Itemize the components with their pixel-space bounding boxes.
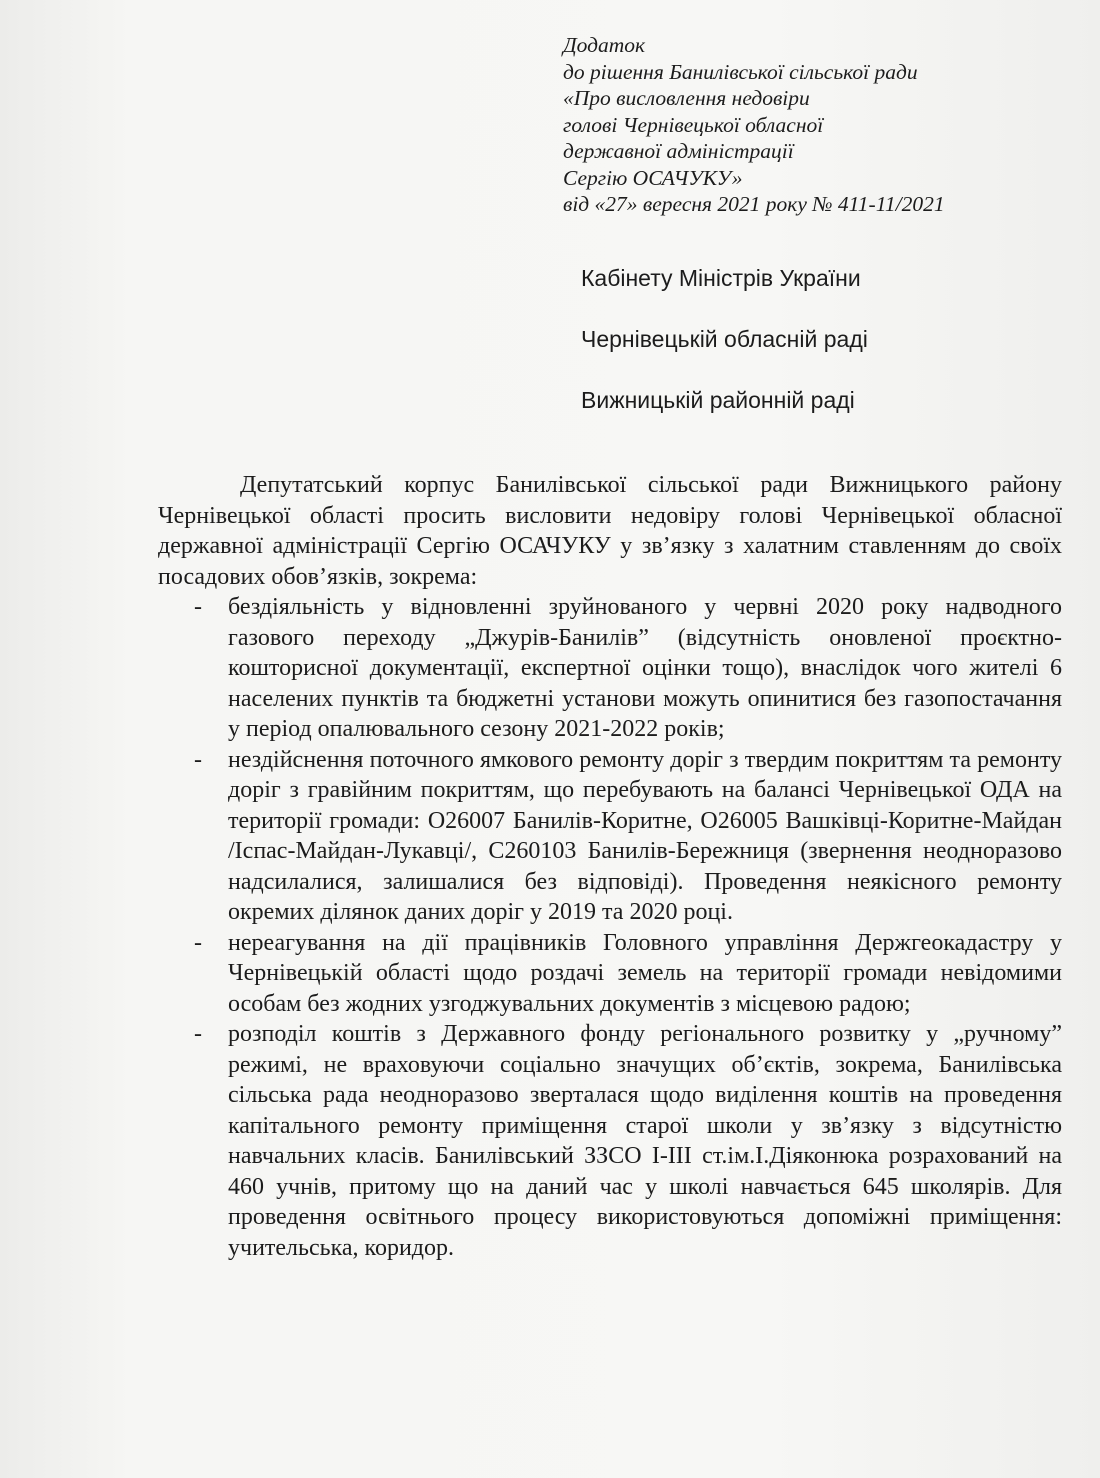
list-item [158,592,1062,745]
list-item [158,745,1062,928]
dash-bullet: - [194,929,202,956]
appendix-line: від «27» вересня 2021 року № 411-11/2021 [563,192,945,216]
appendix-header [563,32,1093,218]
appendix-line: Сергію ОСАЧУКУ» [563,165,743,190]
list-item [158,1019,1062,1263]
list-item [158,928,1062,1020]
appendix-line: голові Чернівецької обласної [563,112,824,137]
addressee-oblast-council: Чернівецькій обласній раді [581,326,868,352]
appendix-line: державної адміністрації [563,139,794,163]
list-item-text: нездійснення поточного ямкового ремонту доріг з твердим покриттям та ремонту доріг з гравійним покриттям, що перебувають на балансі Чернівецької ОДА на території громади: О26007 Банилів-Коритне, О26005 Вашківці-Коритне-Майдан /Іспас-Майдан-Лукавці/, С260103 Банилів-Бережниця (звернення неодноразово надсилалися, залишалися без відповіді). Проведення неякісного ремонту окремих ділянок даних доріг у 2019 та 2020 році. [228,746,1062,925]
list-item-text: бездіяльність у відновленні зруйнованого у червні 2020 року надводного газового переходу „Джурів-Банилів” (відсутність оновленої проєктно-кошторисної документації, експертної оцінки тощо), внаслідок чого жителі 6 населених пунктів та бюджетні установи можуть опинитися без газопостачання у період опалювального сезону 2021-2022 років; [228,594,1062,742]
grievance-list [158,592,1062,1263]
list-item-text: нереагування на дії працівників Головного управління Держгеокадастру у Чернівецькій області щодо роздачі земель на території громади невідомими особам без жодних узгоджувальних документів з місцевою радою; [228,929,1062,1017]
dash-bullet: - [194,746,202,773]
appendix-line: Додаток [563,33,646,57]
addressee-block [581,258,1081,441]
appendix-line: «Про висловлення недовіри [563,86,810,110]
addressee-district-council: Вижницькій районній раді [581,387,855,413]
intro-paragraph: Депутатський корпус Банилівської сільської ради Вижницького району Чернівецької області просить висловити недовіру голові Чернівецької обласної державної адміністрації Сергію ОСАЧУКУ у зв’язку з халатним ставленням до своїх посадових обов’язків, зокрема: [158,472,1062,590]
list-item-text: розподіл коштів з Державного фонду регіонального розвитку у „ручному” режимі, не враховуючи соціально значущих об’єктів, зокрема, Банилівська сільська рада неодноразово зверталася щодо виділення коштів на проведення капітального ремонту приміщення старої школи у зв’язку з відсутністю навчальних класів. Банилівський ЗЗСО І-ІІІ ст.ім.І.Діяконюка розрахований на 460 учнів, притому що на даний час у школі навчається 645 школярів. Для проведення освітнього процесу використовуються допоміжні приміщення: учительська, коридор. [228,1021,1062,1261]
addressee-cabinet: Кабінету Міністрів України [581,265,861,291]
letter-body [158,470,1062,1263]
dash-bullet: - [194,594,202,620]
dash-bullet: - [194,1021,202,1047]
appendix-line: до рішення Банилівської сільської ради [563,59,918,84]
